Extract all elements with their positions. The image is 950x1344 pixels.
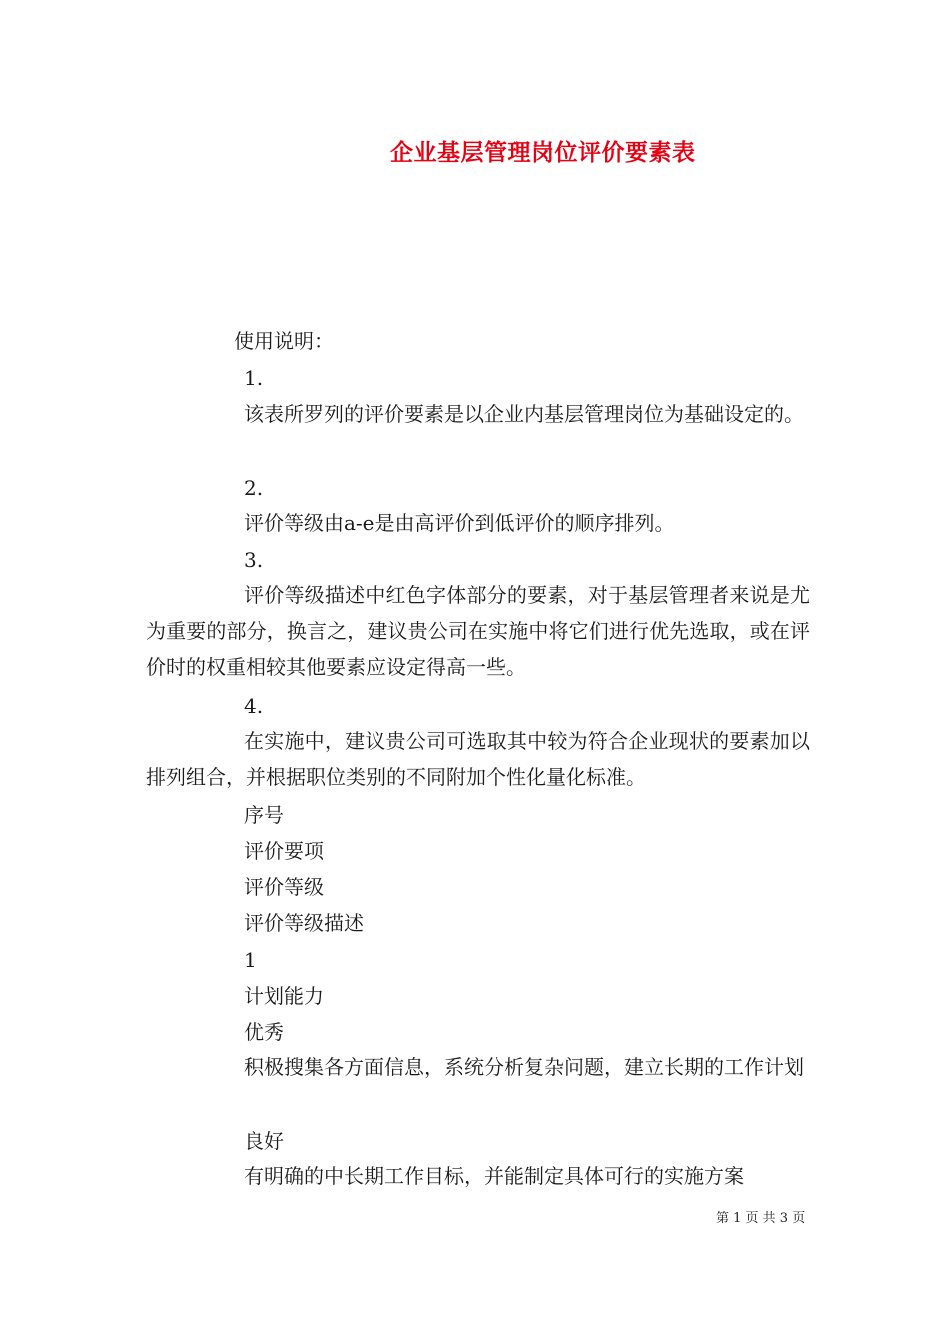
item-number: 4. bbox=[244, 694, 264, 718]
grade-level: 良好 bbox=[244, 1129, 284, 1153]
item-number: 1. bbox=[244, 366, 264, 390]
item-text: 评价等级由a-e是由高评价到低评价的顺序排列。 bbox=[244, 511, 675, 535]
page-footer: 第 1 页 共 3 页 bbox=[716, 1211, 806, 1226]
table-header-item: 评价要项 bbox=[244, 839, 324, 863]
grade-description: 积极搜集各方面信息，系统分析复杂问题，建立长期的工作计划 bbox=[244, 1055, 804, 1079]
item-number: 2. bbox=[244, 476, 264, 500]
item-text: 在实施中，建议贵公司可选取其中较为符合企业现状的要素加以排列组合，并根据职位类别的不同附加个性化量化标准。 bbox=[146, 729, 810, 789]
table-header-index: 序号 bbox=[244, 803, 284, 827]
table-header-grade: 评价等级 bbox=[244, 875, 324, 899]
item-text: 该表所罗列的评价要素是以企业内基层管理岗位为基础设定的。 bbox=[244, 402, 804, 426]
page-title: 企业基层管理岗位评价要素表 bbox=[390, 139, 696, 166]
grade-description: 有明确的中长期工作目标，并能制定具体可行的实施方案 bbox=[244, 1164, 744, 1188]
row-item: 计划能力 bbox=[244, 984, 324, 1008]
instructions-heading: 使用说明： bbox=[234, 329, 334, 353]
item-number: 3. bbox=[244, 548, 264, 572]
table-header-description: 评价等级描述 bbox=[244, 911, 364, 935]
grade-level: 优秀 bbox=[244, 1020, 284, 1044]
row-number: 1 bbox=[244, 948, 257, 972]
item-text: 评价等级描述中红色字体部分的要素，对于基层管理者来说是尤为重要的部分，换言之，建议贵公司在实施中将它们进行优先选取，或在评价时的权重相较其他要素应设定得高一些。 bbox=[146, 583, 810, 679]
